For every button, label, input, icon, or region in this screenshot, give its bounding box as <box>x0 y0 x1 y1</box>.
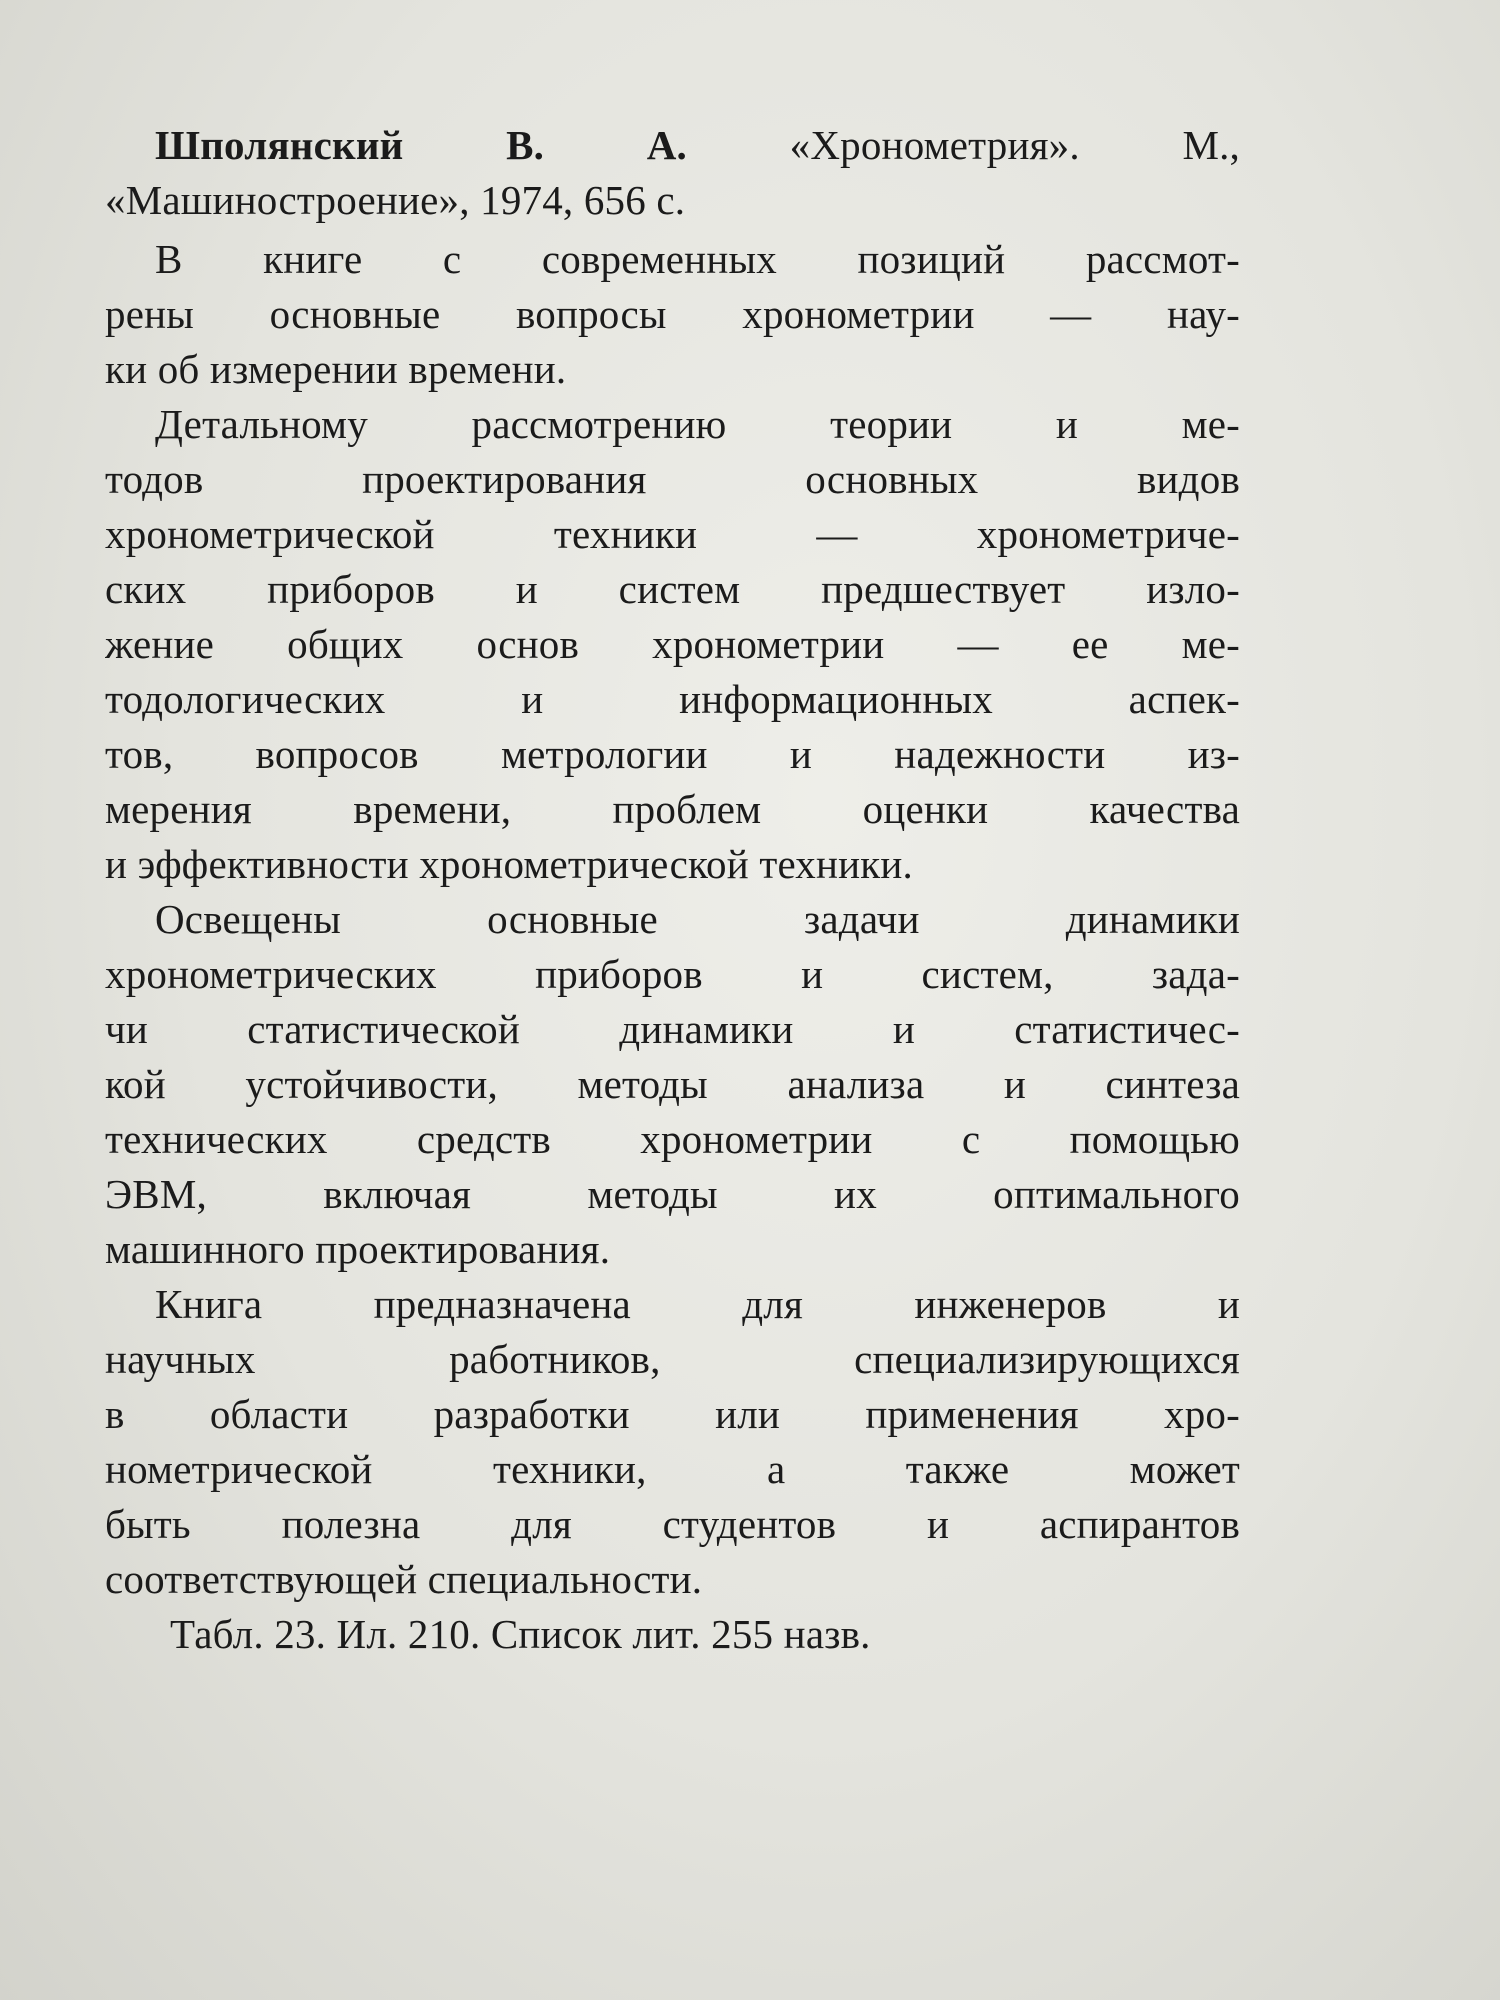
paragraph-1-line: ки об измерении времени. <box>105 346 567 392</box>
paragraph-2-line: ских приборов и систем предшествует изло- <box>105 566 1240 612</box>
paragraph-3-line: технических средств хронометрии с помощью <box>105 1116 1240 1162</box>
paragraph-4-line: Книга предназначена для инженеров и <box>155 1281 1240 1327</box>
paragraph-4-line: нометрической техники, а также может <box>105 1446 1240 1492</box>
paragraph-3-line: машинного проектирования. <box>105 1226 611 1272</box>
paragraph-4-line: научных работников, специализирующихся <box>105 1336 1240 1382</box>
citation-line-2: «Машиностроение», 1974, 656 с. <box>105 177 686 223</box>
paragraph-2-line: и эффективности хронометрической техники. <box>105 841 914 887</box>
citation-title: «Хронометрия». М., <box>789 122 1240 168</box>
paragraph-3-line: ЭВМ, включая методы их оптимального <box>105 1171 1240 1217</box>
paragraph-1-line: рены основные вопросы хронометрии — нау- <box>105 291 1240 337</box>
citation-line-1 <box>105 118 1240 173</box>
paragraph-3-line: Освещены основные задачи динамики <box>155 896 1240 942</box>
paragraph-3-line: чи статистической динамики и статистичес- <box>105 1006 1240 1052</box>
paragraph-2-line: Детальному рассмотрению теории и ме- <box>155 401 1240 447</box>
paragraph-2-line: тодов проектирования основных видов <box>105 456 1240 502</box>
paragraph-2-line: хронометрической техники — хронометриче- <box>105 511 1240 557</box>
paragraph-3-line: кой устойчивости, методы анализа и синтеза <box>105 1061 1240 1107</box>
paragraph-2-line: тодологических и информационных аспек- <box>105 676 1240 722</box>
paragraph-1-line: В книге с современных позиций рассмот- <box>155 236 1240 282</box>
paragraph-2-line: мерения времени, проблем оценки качества <box>105 786 1240 832</box>
paragraph-4-line: в области разработки или применения хро- <box>105 1391 1240 1437</box>
paragraph-4-line: соответствующей специальности. <box>105 1556 703 1602</box>
citation-author: Шполянский В. А. <box>155 122 687 168</box>
paragraph-4-line: быть полезна для студентов и аспирантов <box>105 1501 1240 1547</box>
paragraph-2-line: жение общих основ хронометрии — ее ме- <box>105 621 1240 667</box>
paragraph-3-line: хронометрических приборов и систем, зада- <box>105 951 1240 997</box>
paragraph-2-line: тов, вопросов метрологии и надежности из- <box>105 731 1240 777</box>
annotation-text <box>105 118 1240 1662</box>
footer-stats: Табл. 23. Ил. 210. Список лит. 255 назв. <box>170 1611 871 1657</box>
